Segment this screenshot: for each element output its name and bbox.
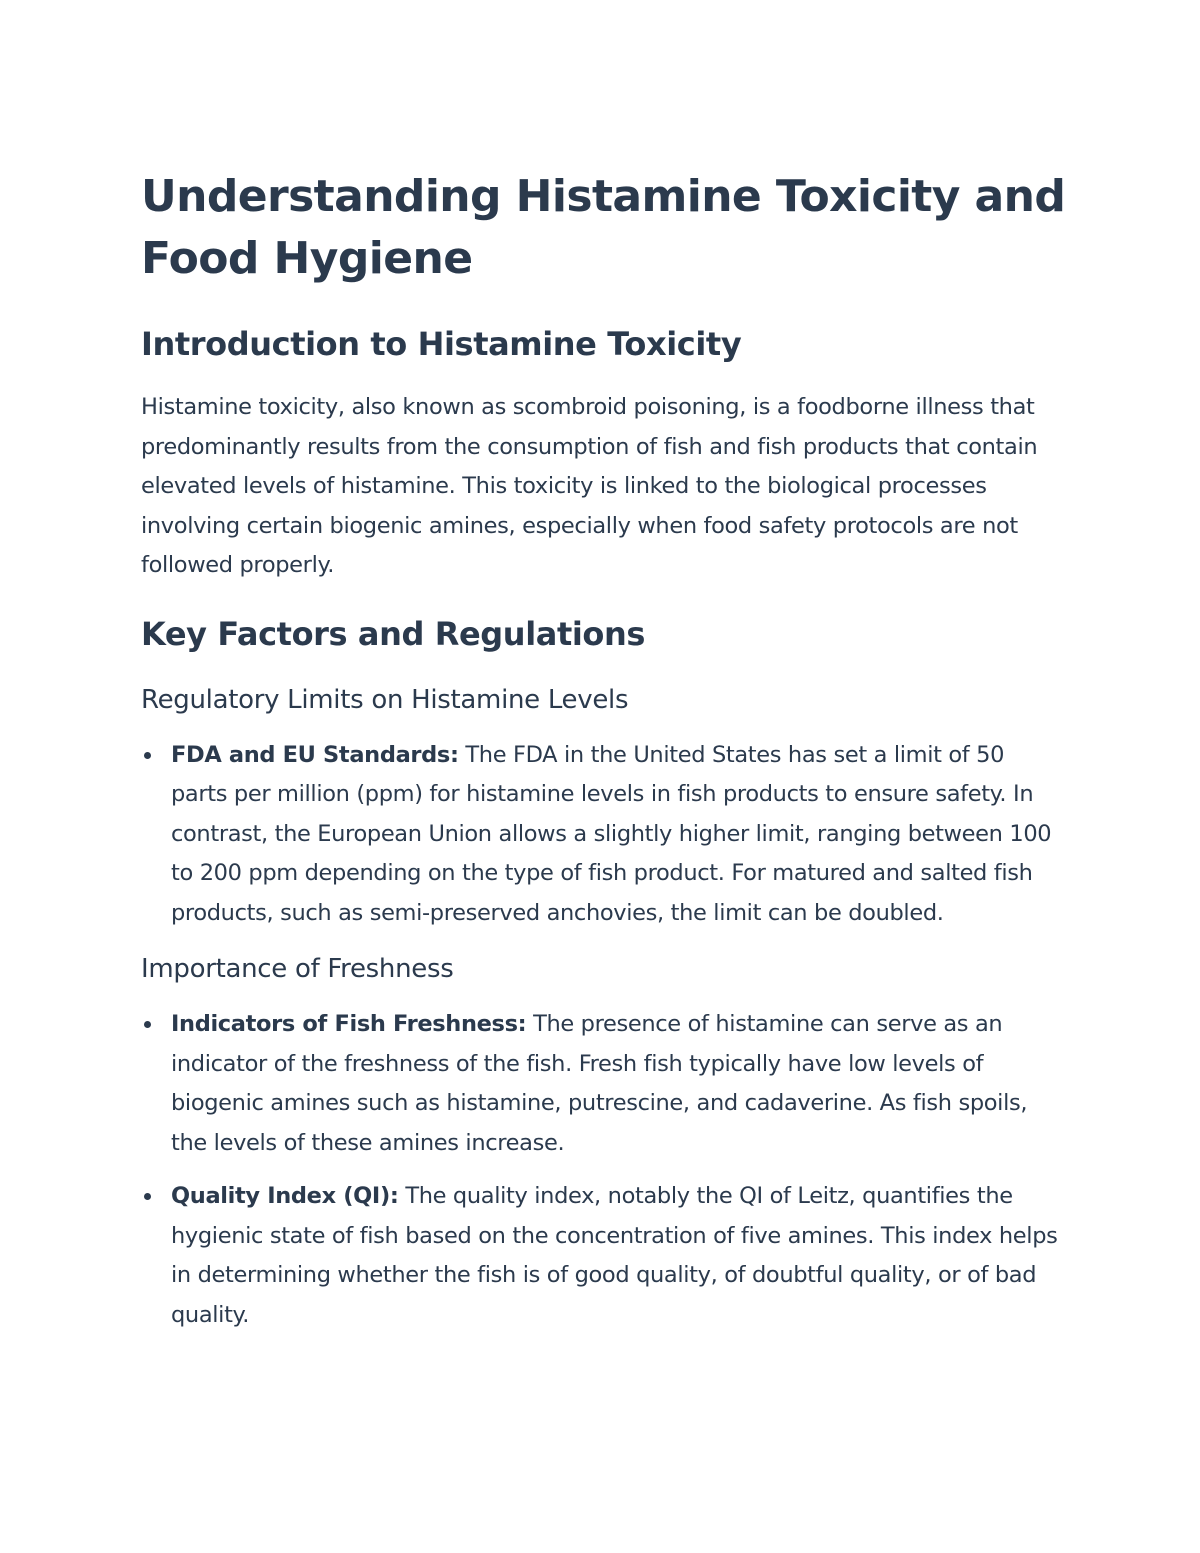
introduction-paragraph: Histamine toxicity, also known as scombroid poisoning, is a foodborne illness that predominantly results from the consumption of fish and fish products that contain elevated levels of histamine. This toxicity is linked to the biological processes involving certain biogenic amines, especially when food safety protocols are not followed properly.	[141, 394, 1038, 578]
list-item-text: The quality index, notably the QI of Leitz, quantifies the hygienic state of fish based on the concentration of five amines. This index helps in determining whether the fish is of good quality, of doubtful quality, or of bad quality.	[171, 1183, 1058, 1328]
list-item-quality-index	[141, 1177, 1066, 1335]
list-item-fda-eu-standards	[141, 736, 1066, 934]
section-heading-key-factors: Key Factors and Regulations	[141, 614, 646, 653]
list-item-freshness-indicators	[141, 1005, 1066, 1163]
document-page	[141, 166, 1066, 1335]
document-title: Understanding Histamine Toxicity and Food Hygiene	[141, 171, 1066, 284]
list-item-term: Quality Index (QI):	[171, 1183, 399, 1209]
freshness-list	[141, 1005, 1066, 1335]
regulatory-limits-list	[141, 736, 1066, 934]
list-item-term: FDA and EU Standards:	[171, 741, 459, 768]
list-item-text: The presence of histamine can serve as an indicator of the freshness of the fish. Fresh fish typically have low levels of biogenic amines such as histamine, putrescine, and cadaverine. As fish spoils, the levels of these amines increase.	[171, 1011, 1028, 1156]
list-item-text: The FDA in the United States has set a limit of 50 parts per million (ppm) for histamine levels in fish products to ensure safety. In contrast, the European Union allows a slightly higher limit, ranging between 100 to 200 ppm depending on the type of fish product. For matured and salted fish products, such as semi-preserved anchovies, the limit can be doubled.	[171, 741, 1052, 926]
list-item-term: Indicators of Fish Freshness:	[171, 1011, 527, 1037]
subsection-heading-regulatory-limits: Regulatory Limits on Histamine Levels	[141, 684, 629, 715]
subsection-heading-freshness: Importance of Freshness	[141, 954, 454, 984]
section-heading-introduction: Introduction to Histamine Toxicity	[141, 325, 742, 363]
